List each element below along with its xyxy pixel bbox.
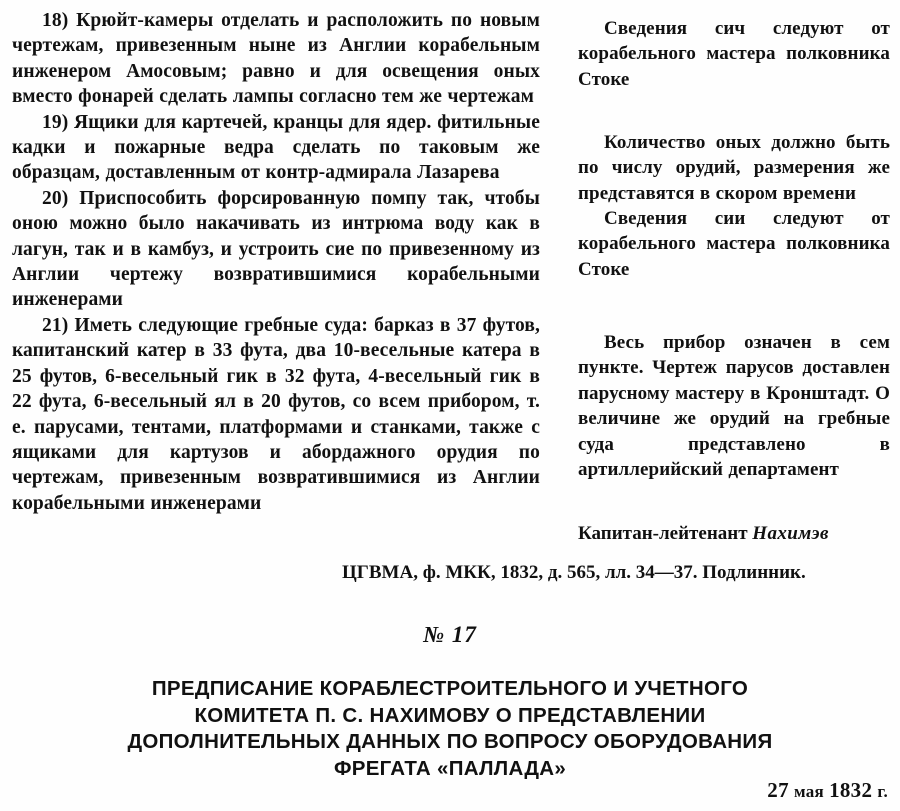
margin-note-1: Сведения сич следуют от корабельного мастера полковника Стоке <box>578 18 890 90</box>
archive-reference: ЦГВМА, ф. МКК, 1832, д. 565, лл. 34—37. Подлинник. <box>342 562 806 583</box>
margin-note-block-3 <box>578 206 890 282</box>
left-text-column <box>12 8 540 516</box>
title-line-4: ФРЕГАТА «ПАЛЛАДА» <box>333 756 567 780</box>
title-line-1: ПРЕДПИСАНИЕ КОРАБЛЕСТРОИТЕЛЬНОГО И УЧЕТНОГО <box>151 677 749 700</box>
ordinance-item-19: 19) Ящики для картечей, кранцы для ядер. фитильные кадки и пожарные ведра сделать по таковым же образцам, доставленным от контр-адмирала Лазарева <box>12 111 540 184</box>
margin-note-2: Количество оных должно быть по числу орудий, размерения же представятся в скором времени <box>578 132 890 204</box>
signature-name: Нахимэв <box>752 523 829 544</box>
margin-note-block-1 <box>578 16 890 92</box>
margin-note-4: Весь прибор означен в сем пункте. Чертеж парусов доставлен парусному мастеру в Кронштадт. О величине же орудий на гребные суда представлено в артиллерийский департамент <box>578 332 890 481</box>
title-line-3: ДОПОЛНИТЕЛЬНЫХ ДАННЫХ ПО ВОПРОСУ ОБОРУДОВАНИЯ <box>127 730 773 753</box>
margin-note-3: Сведения сии следуют от корабельного мастера полковника Стоке <box>578 208 890 280</box>
ordinance-item-18: 18) Крюйт-камеры отделать и расположить по новым чертежам, привезенным ныне из Англии корабельным инженером Амосовым; равно и для освещения оных вместо фонарей сделать лампы согласно тем же чертежам <box>12 10 540 108</box>
signature-rank: Капитан-лейтенант <box>578 523 748 544</box>
date-month: мая <box>793 782 825 801</box>
title-line-2: КОМИТЕТА П. С. НАХИМОВУ О ПРЕДСТАВЛЕНИИ <box>194 703 706 727</box>
date-day: 27 <box>767 778 789 802</box>
margin-note-block-2 <box>578 130 890 206</box>
date-line <box>767 778 888 803</box>
signature-line <box>578 522 890 546</box>
ordinance-item-20: 20) Приспособить форсированную помпу так, чтобы оною можно было накачивать из интрюма воду как в лагун, так и в камбуз, и устроить сие по привезенному из Англии чертежу возвратившимися корабельными инженерами <box>12 187 540 311</box>
date-year: 1832 <box>829 778 873 802</box>
document-number: № 17 <box>423 622 477 647</box>
date-suffix: г. <box>877 782 888 801</box>
document-title <box>50 676 850 782</box>
ordinance-item-21: 21) Иметь следующие гребные суда: барказ в 37 футов, капитанский катер в 33 фута, два 10-весельные катера в 25 футов, 6-весельный гик в 32 фута, 4-весельный гик в 22 фута, 6-весельный ял в 20 футов, со всем прибором, т. е. парусами, тентами, платформами и станками, также с ящиками для картузов и абордажного орудия по чертежам, привезенным возвратившимися из Англии корабельными инженерами <box>12 314 540 514</box>
margin-note-block-4 <box>578 330 890 482</box>
